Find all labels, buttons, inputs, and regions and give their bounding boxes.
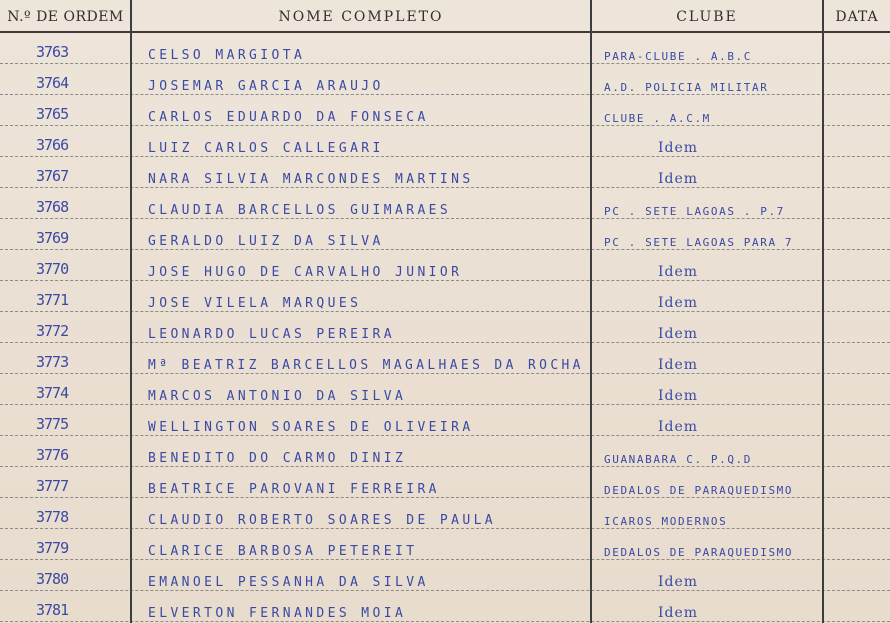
row-club: PARA-CLUBE . A.B.C xyxy=(604,50,753,63)
row-number: 3778 xyxy=(36,508,69,526)
row-club: Idem xyxy=(658,295,699,311)
row-name: CELSO MARGIOTA xyxy=(148,48,306,63)
row-number: 3775 xyxy=(36,415,69,433)
row-name: JOSE VILELA MARQUES xyxy=(148,296,362,311)
row-club: CLUBE . A.C.M xyxy=(604,112,711,125)
row-name: JOSE HUGO DE CARVALHO JUNIOR xyxy=(148,265,463,280)
row-club: Idem xyxy=(658,326,699,342)
row-club: Idem xyxy=(658,357,699,373)
table-row xyxy=(0,436,890,467)
row-number: 3768 xyxy=(36,198,69,216)
row-number: 3767 xyxy=(36,167,69,185)
row-number: 3777 xyxy=(36,477,69,495)
table-row xyxy=(0,95,890,126)
header-clube: CLUBE xyxy=(676,9,738,25)
table-row xyxy=(0,312,890,343)
row-number: 3764 xyxy=(36,74,69,92)
row-club: A.D. POLICIA MILITAR xyxy=(604,81,769,94)
header-ordem: N.º DE ORDEM xyxy=(7,9,124,25)
row-name: EMANOEL PESSANHA DA SILVA xyxy=(148,575,429,590)
row-club: Idem xyxy=(658,419,699,435)
row-number: 3776 xyxy=(36,446,69,464)
row-club: DEDALOS DE PARAQUEDISMO xyxy=(604,546,794,559)
row-number: 3779 xyxy=(36,539,69,557)
table-body xyxy=(0,33,890,622)
row-number: 3771 xyxy=(36,291,69,309)
header-data: DATA xyxy=(835,9,879,25)
table-row xyxy=(0,219,890,250)
row-name: MARCOS ANTONIO DA SILVA xyxy=(148,389,407,404)
row-number: 3773 xyxy=(36,353,69,371)
row-name: ELVERTON FERNANDES MOIA xyxy=(148,606,407,621)
row-name: JOSEMAR GARCIA ARAUJO xyxy=(148,79,384,94)
row-name: LUIZ CARLOS CALLEGARI xyxy=(148,141,384,156)
row-club: Idem xyxy=(658,605,699,621)
table-row xyxy=(0,64,890,95)
row-name: BEATRICE PAROVANI FERREIRA xyxy=(148,482,440,497)
row-number: 3780 xyxy=(36,570,69,588)
row-name: BENEDITO DO CARMO DINIZ xyxy=(148,451,407,466)
row-name: CARLOS EDUARDO DA FONSECA xyxy=(148,110,429,125)
row-name: GERALDO LUIZ DA SILVA xyxy=(148,234,384,249)
table-row xyxy=(0,591,890,622)
row-number: 3781 xyxy=(36,601,69,619)
row-club: DEDALOS DE PARAQUEDISMO xyxy=(604,484,794,497)
row-club: Idem xyxy=(658,388,699,404)
table-row xyxy=(0,33,890,64)
row-number: 3772 xyxy=(36,322,69,340)
table-row xyxy=(0,374,890,405)
row-name: Mª BEATRIZ BARCELLOS MAGALHAES DA ROCHA xyxy=(148,358,584,373)
table-row xyxy=(0,250,890,281)
table-row xyxy=(0,157,890,188)
row-name: LEONARDO LUCAS PEREIRA xyxy=(148,327,395,342)
column-divider xyxy=(130,0,132,623)
row-name: NARA SILVIA MARCONDES MARTINS xyxy=(148,172,474,187)
table-header xyxy=(0,0,890,33)
row-club: ICAROS MODERNOS xyxy=(604,515,728,528)
column-divider xyxy=(822,0,824,623)
table-row xyxy=(0,126,890,157)
table-row xyxy=(0,560,890,591)
table-row xyxy=(0,188,890,219)
row-club: PC . SETE LAGOAS PARA 7 xyxy=(604,236,794,249)
table-row xyxy=(0,281,890,312)
row-club: Idem xyxy=(658,171,699,187)
row-name: CLAUDIO ROBERTO SOARES DE PAULA xyxy=(148,513,497,528)
table-row xyxy=(0,529,890,560)
row-number: 3766 xyxy=(36,136,69,154)
row-number: 3765 xyxy=(36,105,69,123)
row-club: Idem xyxy=(658,140,699,156)
row-number: 3763 xyxy=(36,43,69,61)
table-row xyxy=(0,467,890,498)
column-divider xyxy=(590,0,592,623)
table-row xyxy=(0,498,890,529)
row-number: 3774 xyxy=(36,384,69,402)
row-name: CLAUDIA BARCELLOS GUIMARAES xyxy=(148,203,452,218)
row-number: 3769 xyxy=(36,229,69,247)
row-number: 3770 xyxy=(36,260,69,278)
row-name: CLARICE BARBOSA PETEREIT xyxy=(148,544,418,559)
table-row xyxy=(0,343,890,374)
row-club: GUANABARA C. P.Q.D xyxy=(604,453,753,466)
row-club: PC . SETE LAGOAS . P.7 xyxy=(604,205,785,218)
row-name: WELLINGTON SOARES DE OLIVEIRA xyxy=(148,420,474,435)
table-row xyxy=(0,405,890,436)
row-club: Idem xyxy=(658,264,699,280)
header-nome-completo: NOME COMPLETO xyxy=(278,9,444,25)
row-club: Idem xyxy=(658,574,699,590)
